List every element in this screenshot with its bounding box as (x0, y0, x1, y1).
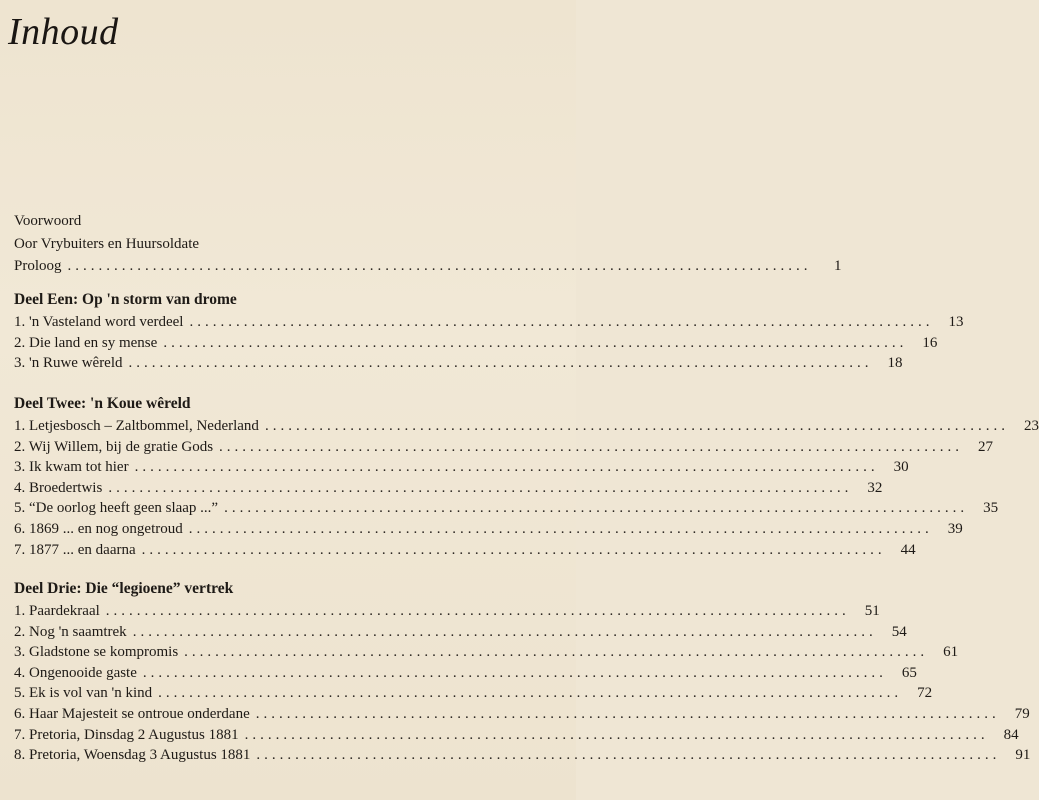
toc-voorwoord: Voorwoord (14, 213, 82, 229)
toc-entry-label: 4. Broedertwis (14, 479, 103, 496)
toc-entry-label: 2. Nog 'n saamtrek (14, 623, 127, 640)
toc-entry (14, 683, 933, 704)
toc-entry-label: 1. 'n Vasteland word verdeel (14, 314, 184, 330)
leader-dots: ................................................................................................ (108, 479, 853, 496)
toc-entry-page: 13 (948, 314, 964, 330)
toc-entry-label: 2. Wij Willem, bij de gratie Gods (14, 438, 214, 455)
toc-entry (14, 540, 916, 561)
toc-entry-page: 91 (1015, 747, 1031, 764)
leader-dots: ................................................................................................ (67, 258, 812, 274)
leader-dots: ................................................................................................ (158, 685, 903, 702)
toc-entry (14, 333, 938, 354)
toc-proloog (14, 256, 842, 277)
leader-dots: ................................................................................................ (128, 355, 873, 372)
toc-entry-label: 7. 1877 ... en daarna (14, 541, 136, 558)
toc-entry-label: Proloog (14, 258, 62, 274)
leader-dots: ................................................................................................ (142, 664, 887, 681)
toc-entry-page: 16 (922, 334, 938, 351)
toc-entry (14, 745, 1031, 766)
toc-entry (14, 519, 963, 540)
toc-entry (14, 601, 880, 622)
toc-entry-label: 6. Haar Majesteit se ontroue onderdane (14, 705, 250, 722)
toc-entry-label: 5. Ek is vol van 'n kind (14, 685, 153, 702)
toc-entry-page: 27 (978, 438, 994, 455)
section-deel-drie (14, 578, 1031, 766)
toc-entry (14, 353, 903, 374)
toc-entry-page: 65 (901, 664, 917, 681)
section-deel-twee (14, 393, 1039, 560)
toc-entry-page: 54 (891, 623, 907, 640)
toc-entry-page: 18 (887, 355, 903, 372)
leader-dots: ................................................................................................ (134, 459, 879, 476)
toc-entry-page: 32 (867, 479, 883, 496)
toc-entry-page: 84 (1003, 726, 1019, 743)
toc-entry-label: 8. Pretoria, Woensdag 3 Augustus 1881 (14, 747, 251, 764)
leader-dots: ................................................................................................ (189, 314, 934, 330)
leader-dots: ................................................................................................ (256, 747, 1001, 764)
leader-dots: ................................................................................................ (244, 726, 989, 743)
toc-entry (14, 725, 1019, 746)
toc-entry (14, 457, 909, 478)
leader-dots: ................................................................................................ (184, 644, 929, 661)
toc-entry-page: 23 (1023, 418, 1039, 434)
toc-entry (14, 622, 907, 643)
toc-entry-page: 79 (1014, 705, 1030, 722)
leader-dots: ................................................................................................ (255, 705, 1000, 722)
toc-entry (14, 642, 959, 663)
toc-oor-vrybuiters: Oor Vrybuiters en Huursoldate (14, 236, 200, 252)
section-heading: Deel Drie: Die “legioene” vertrek (14, 580, 234, 597)
toc-entry-label: 5. “De oorlog heeft geen slaap ...” (14, 500, 219, 517)
leader-dots: ................................................................................................ (264, 418, 1009, 434)
toc-entry-label: 7. Pretoria, Dinsdag 2 Augustus 1881 (14, 726, 239, 743)
toc-entry-page: 72 (917, 685, 933, 702)
toc-entry-page: 44 (900, 541, 916, 558)
toc-entry-label: 2. Die land en sy mense (14, 334, 158, 351)
toc-entry-page: 51 (864, 603, 880, 619)
front-matter (14, 210, 842, 277)
toc-entry-label: 1. Letjesbosch – Zaltbommel, Nederland (14, 418, 259, 434)
leader-dots: ................................................................................................ (188, 520, 933, 537)
section-heading: Deel Een: Op 'n storm van drome (14, 291, 237, 308)
section-deel-een (14, 289, 964, 374)
toc-entry-page: 1 (834, 258, 842, 274)
leader-dots: ................................................................................................ (224, 500, 969, 517)
toc-entry-page: 39 (947, 520, 963, 537)
section-heading: Deel Twee: 'n Koue wêreld (14, 395, 191, 412)
toc-entry-label: 6. 1869 ... en nog ongetroud (14, 520, 183, 537)
toc-entry-label: 3. 'n Ruwe wêreld (14, 355, 123, 372)
toc-entry (14, 663, 917, 684)
toc-entry-page: 35 (983, 500, 999, 517)
toc-entry-label: 3. Ik kwam tot hier (14, 459, 129, 476)
toc-entry-label: 4. Ongenooide gaste (14, 664, 137, 681)
leader-dots: ................................................................................................ (141, 541, 886, 558)
toc-entry-page: 30 (893, 459, 909, 476)
toc-entry (14, 312, 964, 333)
toc-entry (14, 478, 883, 499)
leader-dots: ................................................................................................ (105, 603, 850, 619)
toc-entry-page: 61 (943, 644, 959, 661)
toc-entry (14, 704, 1030, 725)
toc-entry (14, 437, 994, 458)
toc-entry (14, 498, 999, 519)
toc-entry (14, 416, 1039, 437)
leader-dots: ................................................................................................ (163, 334, 908, 351)
leader-dots: ................................................................................................ (132, 623, 877, 640)
leader-dots: ................................................................................................ (219, 438, 964, 455)
toc-entry-label: 3. Gladstone se kompromis (14, 644, 179, 661)
page-title: Inhoud (8, 11, 119, 53)
toc-entry-label: 1. Paardekraal (14, 603, 100, 619)
